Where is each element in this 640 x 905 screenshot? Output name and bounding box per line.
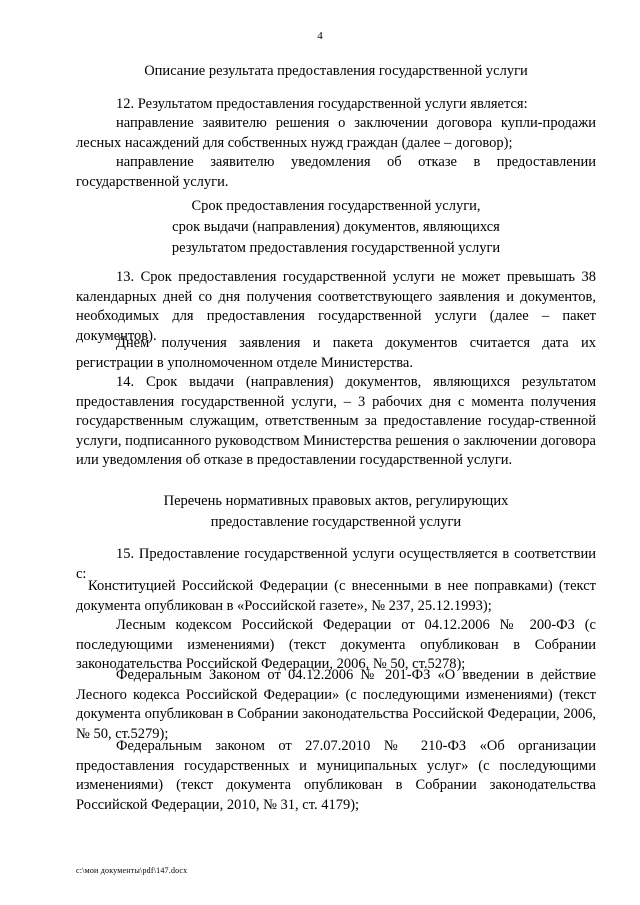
paragraph-13-receipt: Днем получения заявления и пакета документов считается дата их регистрации в уполномоченном отделе Министерства. <box>76 335 596 371</box>
term-heading-line-3: результатом предоставления государственной услуги <box>171 240 501 256</box>
result-heading: Описание результата предоставления государственной услуги <box>144 63 528 79</box>
term-heading-line-1: Срок предоставления государственной услуги, <box>191 198 481 214</box>
paragraph-12-item-2: направление заявителю уведомления об отказе в предоставлении государственной услуги. <box>76 154 596 190</box>
acts-heading <box>76 491 596 533</box>
act-forest-code: Лесным кодексом Российской Федерации от 04.12.2006 № 200-ФЗ (с последующими изменениями) (текст документа опубликован в Собрании законодательства Российской Федерации, 2006, № 50, ст.5278); <box>76 617 596 673</box>
paragraph-12-intro: 12. Результатом предоставления государственной услуги является: <box>116 96 528 112</box>
term-heading-line-2: срок выдачи (направления) документов, являющихся <box>172 219 500 235</box>
acts-heading-line-2: предоставление государственной услуги <box>210 514 462 530</box>
act-210fz: Федеральным законом от 27.07.2010 № 210-ФЗ «Об организации предоставления государственных и муниципальных услуг» (с последующими изменениями) (текст документа опубликован в Собрании законодательства Российской Федерации, 2010, № 31, ст. 4179); <box>76 738 596 813</box>
paragraph-14: 14. Срок выдачи (направления) документов, являющихся результатом предоставления государственной услуги, – 3 рабочих дня с момента получения государственным служащим, ответственным за предоставление государ-ственной услуги, подписанного руководством Министерства решения о заключении договора или уведомления об отказе в предоставлении государственной услуги. <box>76 374 596 469</box>
paragraph-15-intro: 15. Предоставление государственной услуги осуществляется в соответствии с: <box>76 546 596 582</box>
paragraph-13: 13. Срок предоставления государственной услуги не может превышать 38 календарных дней со дня получения соответствующего заявления и документов, необходимых для предоставления государственной услуги (далее – пакет документов). <box>76 269 596 344</box>
page-number: 4 <box>317 30 323 42</box>
footer-file-path: c:\мои документы\pdf\147.docx <box>76 866 188 875</box>
act-201fz: Федеральным Законом от 04.12.2006 № 201-ФЗ «О введении в действие Лесного кодекса Российской Федерации» (с последующими изменениями) (текст документа опубликован в Собрании законодательства Российской Федерации, 2006, № 50, ст.5279); <box>76 667 596 742</box>
acts-heading-line-1: Перечень нормативных правовых актов, регулирующих <box>163 493 509 509</box>
paragraph-12-item-1: направление заявителю решения о заключении договора купли-продажи лесных насаждений для собственных нужд граждан (далее – договор); <box>76 115 596 151</box>
term-heading <box>76 196 596 259</box>
act-constitution: Конституцией Российской Федерации (с внесенными в нее поправками) (текст документа опубликован в «Российской газете», № 237, 25.12.1993); <box>76 578 596 614</box>
